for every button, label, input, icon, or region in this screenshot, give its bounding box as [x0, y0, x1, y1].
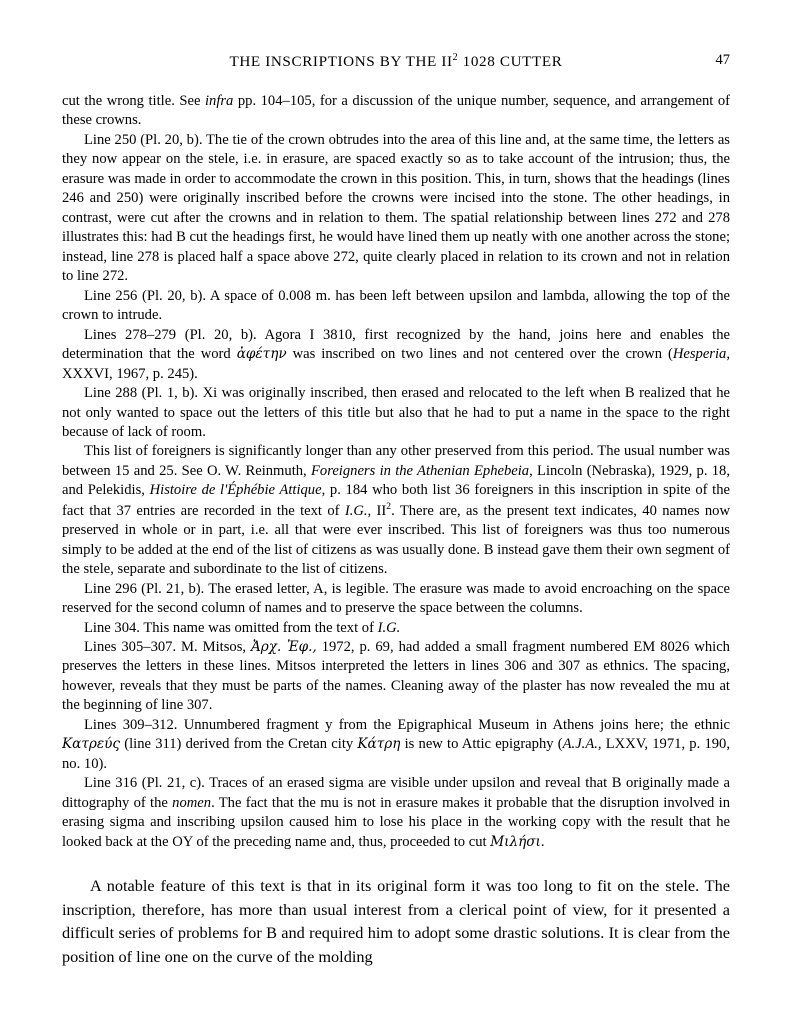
- note-lines-305-307: Lines 305–307. M. Mitsos, Ἀρχ. Ἐφ., 1972, p. 69, had added a small fragment numbered EM 8026 which preserves the letters in these lines. Mitsos interpreted the letters in lines 306 and 307 as ethnics. The spacing, however, reveals that they must be parts of the names. Cleaning away of the plaster has now revealed the mu at the beginning of line 307.: [62, 638, 730, 714]
- note-lines-278-279: Lines 278–279 (Pl. 20, b). Agora I 3810, first recognized by the hand, joins here and enables the determination that the word ἀφέτην was inscribed on two lines and not centered over the crown (Hesperia, XXXVI, 1967, p. 245).: [62, 326, 730, 382]
- note-line-250: Line 250 (Pl. 20, b). The tie of the crown obtrudes into the area of this line and, at the same time, the letters as they now appear on the stele, i.e. in erasure, are spaced exactly so as to take account of the intrusion; thus, the erasure was made in order to accommodate the crown in this position. This, in turn, shows that the headings (lines 246 and 250) were originally inscribed before the crowns were incised into the stone. The other headings, in contrast, were cut after the crowns and in relation to them. The spatial relationship between lines 272 and 278 illustrates this: had B cut the headings first, he would have lined them up neatly with one another across the stone; instead, line 278 is placed half a space above 272, quite clearly placed in relation to its crown and not in relation to line 272.: [62, 131, 730, 285]
- page-number: 47: [715, 52, 730, 68]
- note-line-288: Line 288 (Pl. 1, b). Xi was originally inscribed, then erased and relocated to the left when B realized that he not only wanted to space out the letters of this title but also that he had to put a name in the space to the right because of lack of room.: [62, 385, 730, 440]
- closing-paragraph: A notable feature of this text is that in its original form it was too long to fit on the stele. The inscription, therefore, has more than usual interest from a clerical point of view, for it presented a difficult series of problems for B and required him to adopt some drastic solutions. It is clear from the position of line one on the curve of the molding: [62, 876, 730, 966]
- body-text: [62, 92, 730, 852]
- note-line-296: Line 296 (Pl. 21, b). The erased letter, A, is legible. The erasure was made to avoid encroaching on the space reserved for the second column of names and to preserve the space between the columns.: [62, 580, 730, 617]
- running-head-title-pre: THE INSCRIPTIONS BY THE II: [229, 53, 453, 71]
- paragraph-foreigners-list: This list of foreigners is significantly longer than any other preserved from this period. The usual number was between 15 and 25. See O. W. Reinmuth, Foreigners in the Athenian Ephebeia, Lincoln (Nebraska), 1929, p. 18, and Pelekidis, Histoire de l'Éphébie Attique, p. 184 who both list 36 foreigners in this inscription in spite of the fact that 37 entries are recorded in the text of I.G., $II^2$. There are, as the present text indicates, 40 names now preserved in whole or in part, i.e. all that were ever inscribed. This list of foreigners was thus too numerous simply to be added at the end of the list of citizens as was usually done. B instead gave them their own segment of the stele, separate and subordinate to the list of citizens.: [62, 443, 730, 578]
- running-head-title-superscript: 2: [452, 52, 459, 63]
- note-lines-309-312: Lines 309–312. Unnumbered fragment y from the Epigraphical Museum in Athens joins here; the ethnic Κατρεύς (line 311) derived from the Cretan city Κάτρη is new to Attic epigraphy (A.J.A., LXXV, 1971, p. 190, no. 10).: [62, 716, 730, 772]
- running-head: [62, 52, 730, 86]
- running-head-title-post: 1028 CUTTER: [458, 53, 563, 71]
- paragraph-continuation: cut the wrong title. See infra pp. 104–105, for a discussion of the unique number, sequence, and arrangement of these crowns.: [62, 93, 731, 129]
- note-line-256: Line 256 (Pl. 20, b). A space of 0.008 m. has been left between upsilon and lambda, allowing the top of the crown to intrude.: [62, 287, 730, 324]
- note-line-316: Line 316 (Pl. 21, c). Traces of an erased sigma are visible under upsilon and reveal that B originally made a dittography of the nomen. The fact that the mu is not in erasure makes it probable that the disruption involved in erasing sigma and inscribing upsilon caused him to lose his place in the working copy with the result that he looked back at the OY of the preceding name and, thus, proceeded to cut Μιλήσι.: [62, 775, 730, 850]
- closing-section: [62, 874, 730, 968]
- running-head-title: [62, 52, 730, 71]
- note-line-304: Line 304. This name was omitted from the text of I.G.: [84, 619, 401, 636]
